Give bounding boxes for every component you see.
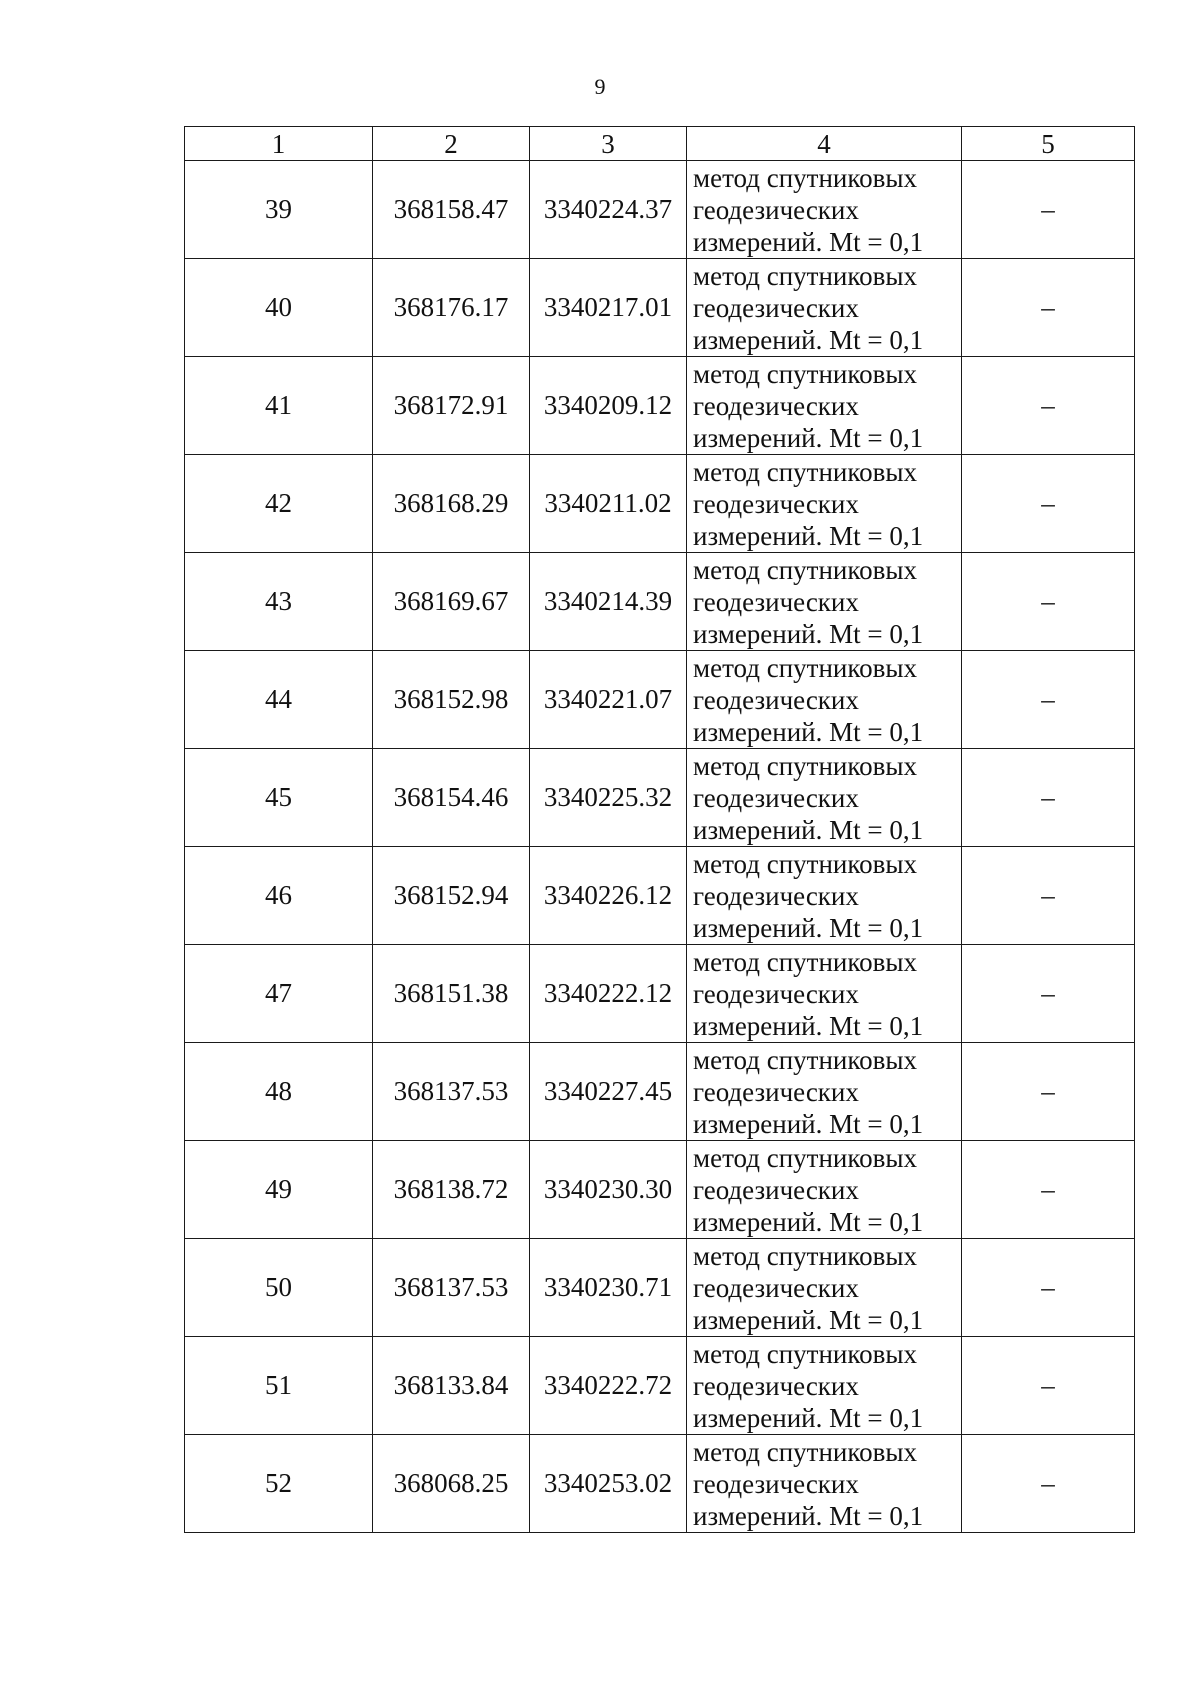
extra-cell: – [962,749,1135,847]
method-line-1: метод спутниковых [693,750,917,781]
method-line-3: измерений. Mt = 0,1 [693,814,924,845]
method-cell [687,161,962,259]
extra-cell: – [962,847,1135,945]
method-line-1: метод спутниковых [693,1044,917,1075]
method-line-3: измерений. Mt = 0,1 [693,1304,924,1335]
y-coordinate-cell: 3340226.12 [530,847,687,945]
point-number-cell: 46 [185,847,373,945]
extra-cell: – [962,1435,1135,1533]
x-coordinate-cell: 368138.72 [373,1141,530,1239]
method-line-1: метод спутниковых [693,1142,917,1173]
y-coordinate-cell: 3340230.71 [530,1239,687,1337]
method-cell [687,455,962,553]
extra-cell: – [962,945,1135,1043]
method-cell [687,1337,962,1435]
method-cell [687,357,962,455]
method-cell [687,1043,962,1141]
extra-cell: – [962,1239,1135,1337]
y-coordinate-cell: 3340214.39 [530,553,687,651]
method-line-1: метод спутниковых [693,1240,917,1271]
y-coordinate-cell: 3340211.02 [530,455,687,553]
table-row [185,1239,1135,1337]
method-line-1: метод спутниковых [693,1338,917,1369]
point-number-cell: 51 [185,1337,373,1435]
column-header-1: 1 [185,127,373,161]
x-coordinate-cell: 368133.84 [373,1337,530,1435]
method-cell [687,945,962,1043]
page-number: 9 [594,74,606,99]
y-coordinate-cell: 3340222.12 [530,945,687,1043]
y-coordinate-cell: 3340209.12 [530,357,687,455]
coordinates-table [184,126,1135,1533]
method-line-2: геодезических [693,978,859,1009]
point-number-cell: 49 [185,1141,373,1239]
x-coordinate-cell: 368152.98 [373,651,530,749]
method-line-3: измерений. Mt = 0,1 [693,422,924,453]
y-coordinate-cell: 3340221.07 [530,651,687,749]
method-cell [687,1435,962,1533]
x-coordinate-cell: 368137.53 [373,1239,530,1337]
method-line-3: измерений. Mt = 0,1 [693,1402,924,1433]
x-coordinate-cell: 368151.38 [373,945,530,1043]
point-number-cell: 48 [185,1043,373,1141]
method-line-1: метод спутниковых [693,456,917,487]
table-row [185,1337,1135,1435]
method-line-3: измерений. Mt = 0,1 [693,1010,924,1041]
method-line-3: измерений. Mt = 0,1 [693,324,924,355]
y-coordinate-cell: 3340227.45 [530,1043,687,1141]
extra-cell: – [962,651,1135,749]
table-row [185,1043,1135,1141]
method-cell [687,1239,962,1337]
table-row [185,455,1135,553]
method-line-2: геодезических [693,880,859,911]
method-line-3: измерений. Mt = 0,1 [693,1206,924,1237]
table-row [185,357,1135,455]
point-number-cell: 40 [185,259,373,357]
y-coordinate-cell: 3340222.72 [530,1337,687,1435]
table-row [185,1141,1135,1239]
method-line-3: измерений. Mt = 0,1 [693,520,924,551]
table-row [185,945,1135,1043]
header-row [185,127,1135,161]
point-number-cell: 42 [185,455,373,553]
method-cell [687,553,962,651]
method-line-3: измерений. Mt = 0,1 [693,1108,924,1139]
y-coordinate-cell: 3340217.01 [530,259,687,357]
method-line-3: измерений. Mt = 0,1 [693,716,924,747]
method-line-1: метод спутниковых [693,358,917,389]
method-line-2: геодезических [693,782,859,813]
method-line-2: геодезических [693,1076,859,1107]
method-line-2: геодезических [693,684,859,715]
extra-cell: – [962,1043,1135,1141]
point-number-cell: 44 [185,651,373,749]
x-coordinate-cell: 368154.46 [373,749,530,847]
y-coordinate-cell: 3340230.30 [530,1141,687,1239]
method-line-1: метод спутниковых [693,946,917,977]
method-line-1: метод спутниковых [693,162,917,193]
method-cell [687,1141,962,1239]
column-header-4: 4 [687,127,962,161]
table-body [185,161,1135,1533]
point-number-cell: 52 [185,1435,373,1533]
extra-cell: – [962,455,1135,553]
x-coordinate-cell: 368172.91 [373,357,530,455]
extra-cell: – [962,553,1135,651]
column-header-2: 2 [373,127,530,161]
method-cell [687,749,962,847]
method-line-2: геодезических [693,194,859,225]
method-line-2: геодезических [693,1468,859,1499]
method-line-1: метод спутниковых [693,652,917,683]
method-line-1: метод спутниковых [693,554,917,585]
method-line-2: геодезических [693,1370,859,1401]
y-coordinate-cell: 3340225.32 [530,749,687,847]
method-line-3: измерений. Mt = 0,1 [693,618,924,649]
method-line-1: метод спутниковых [693,848,917,879]
column-header-3: 3 [530,127,687,161]
table-row [185,749,1135,847]
table-row [185,259,1135,357]
table-row [185,1435,1135,1533]
method-cell [687,847,962,945]
method-line-2: геодезических [693,586,859,617]
table-row [185,651,1135,749]
method-line-2: геодезических [693,1272,859,1303]
x-coordinate-cell: 368152.94 [373,847,530,945]
point-number-cell: 50 [185,1239,373,1337]
method-line-3: измерений. Mt = 0,1 [693,226,924,257]
point-number-cell: 39 [185,161,373,259]
method-line-1: метод спутниковых [693,1436,917,1467]
method-cell [687,651,962,749]
point-number-cell: 43 [185,553,373,651]
extra-cell: – [962,161,1135,259]
method-cell [687,259,962,357]
x-coordinate-cell: 368137.53 [373,1043,530,1141]
extra-cell: – [962,259,1135,357]
point-number-cell: 41 [185,357,373,455]
method-line-2: геодезических [693,1174,859,1205]
method-line-3: измерений. Mt = 0,1 [693,1500,924,1531]
x-coordinate-cell: 368176.17 [373,259,530,357]
y-coordinate-cell: 3340253.02 [530,1435,687,1533]
point-number-cell: 47 [185,945,373,1043]
x-coordinate-cell: 368068.25 [373,1435,530,1533]
table-row [185,161,1135,259]
extra-cell: – [962,1337,1135,1435]
x-coordinate-cell: 368168.29 [373,455,530,553]
column-header-5: 5 [962,127,1135,161]
table-row [185,553,1135,651]
method-line-2: геодезических [693,292,859,323]
extra-cell: – [962,357,1135,455]
extra-cell: – [962,1141,1135,1239]
table-header [185,127,1135,161]
point-number-cell: 45 [185,749,373,847]
method-line-3: измерений. Mt = 0,1 [693,912,924,943]
method-line-2: геодезических [693,390,859,421]
y-coordinate-cell: 3340224.37 [530,161,687,259]
table-row [185,847,1135,945]
x-coordinate-cell: 368169.67 [373,553,530,651]
method-line-2: геодезических [693,488,859,519]
x-coordinate-cell: 368158.47 [373,161,530,259]
method-line-1: метод спутниковых [693,260,917,291]
